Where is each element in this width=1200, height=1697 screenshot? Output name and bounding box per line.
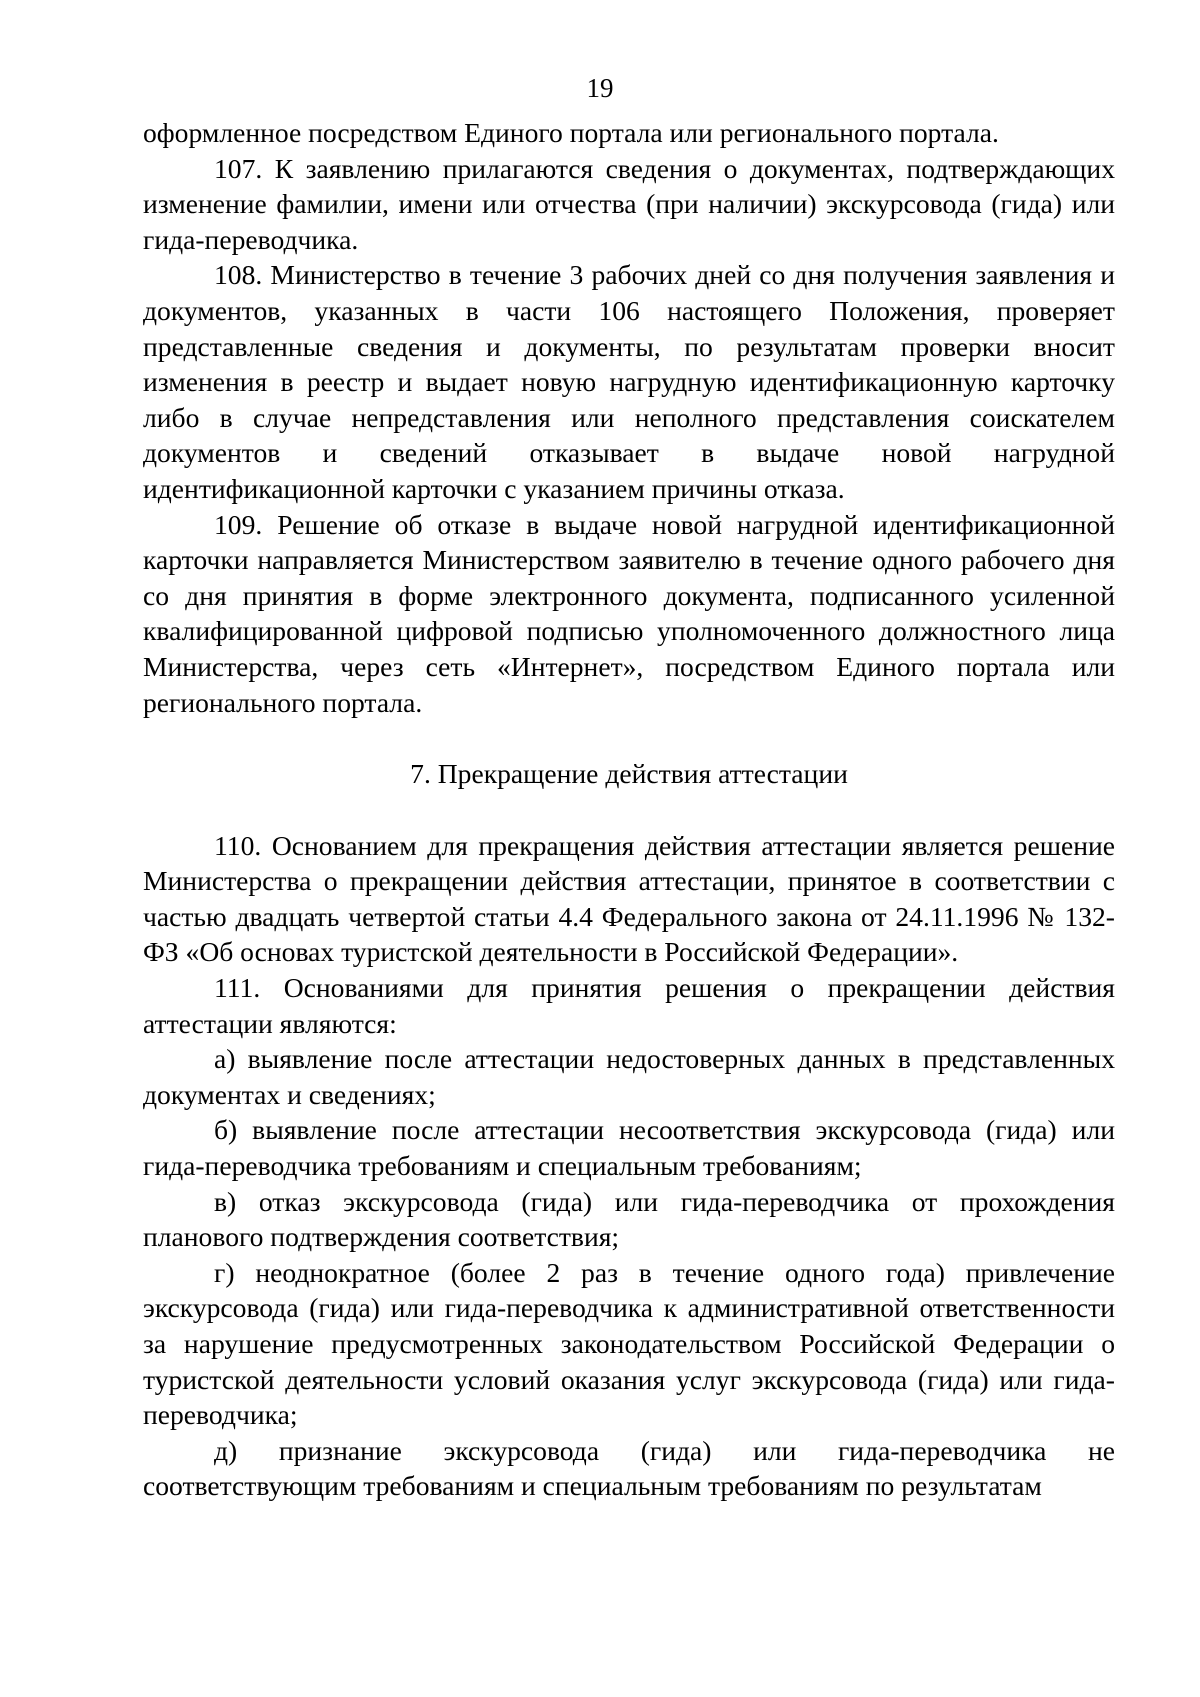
paragraph-109: 109. Решение об отказе в выдаче новой нагрудной идентификационной карточки направляется Министерством заявителю в течение одного рабочего дня со дня принятия в форме электронного документа, подписанного усиленной квалифицированной цифровой подписью уполномоченного должностного лица Министерства, через сеть «Интернет», посредством Единого портала или регионального портала. — [143, 508, 1115, 718]
paragraph-111-v: в) отказ экскурсовода (гида) или гида-переводчика от прохождения планового подтверждения соответствия; — [143, 1185, 1115, 1253]
paragraph-107: 107. К заявлению прилагаются сведения о документах, подтверждающих изменение фамилии, имени или отчества (при наличии) экскурсовода (гида) или гида-переводчика. — [143, 152, 1115, 255]
paragraph-111: 111. Основаниями для принятия решения о прекращении действия аттестации являются: — [143, 972, 1115, 1039]
document-body — [143, 115, 1115, 1504]
paragraph-111-d: д) признание экскурсовода (гида) или гида-переводчика не соответствующим требованиям и специальным требованиям по результатам — [143, 1434, 1115, 1502]
page-number: 19 — [586, 73, 614, 103]
paragraph-110: 110. Основанием для прекращения действия аттестации является решение Министерства о прекращении действия аттестации, принятое в соответствии с частью двадцать четвертой статьи 4.4 Федерального закона от 24.11.1996 № 132-ФЗ «Об основах туристской деятельности в Российской Федерации». — [143, 829, 1115, 968]
section-heading-7: 7. Прекращение действия аттестации — [410, 758, 848, 790]
paragraph-111-g: г) неоднократное (более 2 раз в течение одного года) привлечение экскурсовода (гида) или гида-переводчика к административной ответственности за нарушение предусмотренных законодательством Российской Федерации о туристской деятельности условий оказания услуг экскурсовода (гида) или гида-переводчика; — [143, 1256, 1115, 1431]
paragraph-continuation: оформленное посредством Единого портала или регионального портала. — [143, 117, 999, 148]
paragraph-111-a: а) выявление после аттестации недостоверных данных в представленных документах и сведениях; — [143, 1043, 1115, 1110]
paragraph-111-b: б) выявление после аттестации несоответствия экскурсовода (гида) или гида-переводчика требованиям и специальным требованиям; — [143, 1114, 1115, 1182]
paragraph-108: 108. Министерство в течение 3 рабочих дней со дня получения заявления и документов, указанных в части 106 настоящего Положения, проверяет представленные сведения и документы, по результатам проверки вносит изменения в реестр и выдает новую нагрудную идентификационную карточку либо в случае непредставления или неполного представления соискателем документов и сведений отказывает в выдаче новой нагрудной идентификационной карточки с указанием причины отказа. — [143, 259, 1115, 504]
